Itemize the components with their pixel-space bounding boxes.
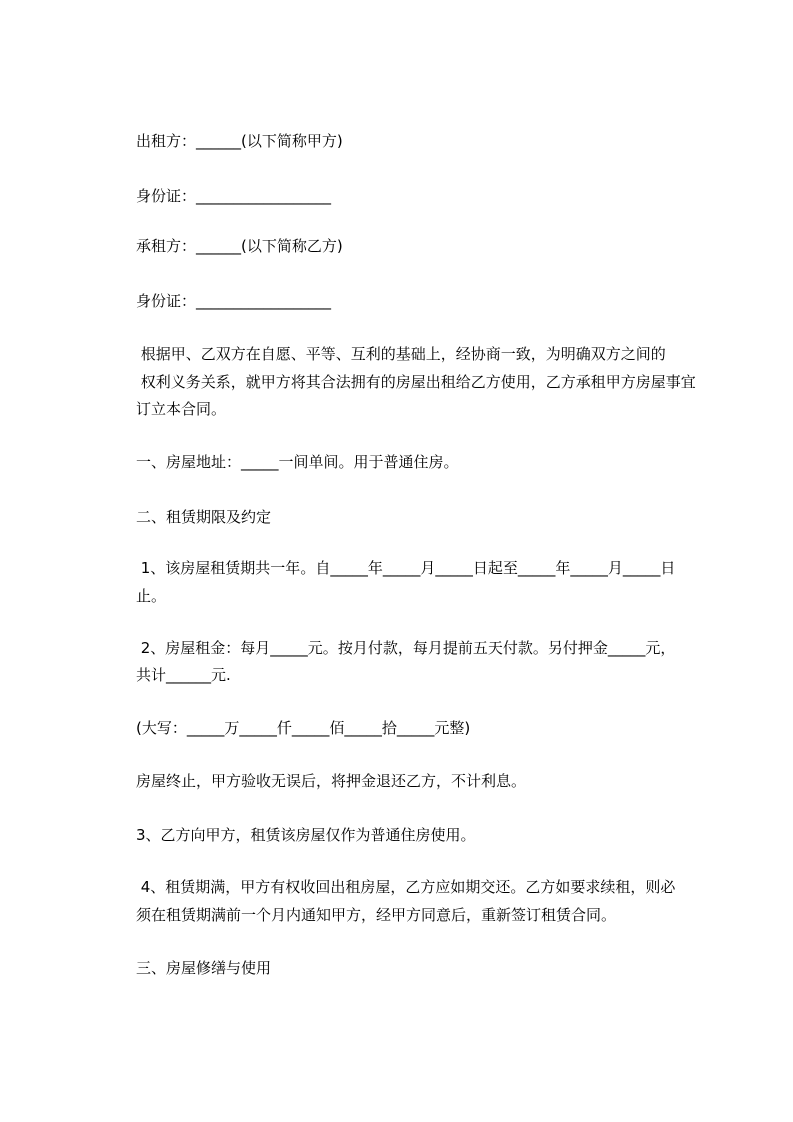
lessor-id-line: 身份证：__________________ <box>136 187 332 205</box>
lessor-line: 出租方：______(以下简称甲方) <box>136 132 343 150</box>
section-2-heading: 二、租赁期限及约定 <box>136 508 272 526</box>
preamble-line-1: 根据甲、乙双方在自愿、平等、互利的基础上，经协商一致，为明确双方之间的 <box>136 345 666 363</box>
amount-in-words: (大写：_____万_____仟_____佰_____拾_____元整) <box>136 719 471 737</box>
clause-3: 3、乙方向甲方，租赁该房屋仅作为普通住房使用。 <box>136 826 476 844</box>
deposit-return-line: 房屋终止，甲方验收无误后，将押金退还乙方，不计利息。 <box>136 772 527 790</box>
clause-1-line-1: 1、该房屋租赁期共一年。自_____年_____月_____日起至_____年_____月_____日 <box>136 559 676 577</box>
clause-2-line-1: 2、房屋租金：每月_____元。按月付款，每月提前五天付款。另付押金_____元， <box>136 639 676 657</box>
clause-4-line-1: 4、租赁期满，甲方有权收回出租房屋，乙方应如期交还。乙方如要求续租，则必 <box>136 878 676 896</box>
preamble-line-2: 权利义务关系，就甲方将其合法拥有的房屋出租给乙方使用，乙方承租甲方房屋事宜 <box>136 373 696 391</box>
lessee-line: 承租方：______(以下简称乙方) <box>136 237 343 255</box>
clause-2-line-2: 共计______元. <box>136 666 231 684</box>
preamble-line-3: 订立本合同。 <box>136 400 227 418</box>
section-1-address: 一、房屋地址：_____一间单间。用于普通住房。 <box>136 453 459 471</box>
section-3-heading: 三、房屋修缮与使用 <box>136 959 272 977</box>
lessee-id-line: 身份证：__________________ <box>136 292 332 310</box>
clause-1-line-2: 止。 <box>136 587 167 605</box>
clause-4-line-2: 须在租赁期满前一个月内通知甲方，经甲方同意后，重新签订租赁合同。 <box>136 906 617 924</box>
